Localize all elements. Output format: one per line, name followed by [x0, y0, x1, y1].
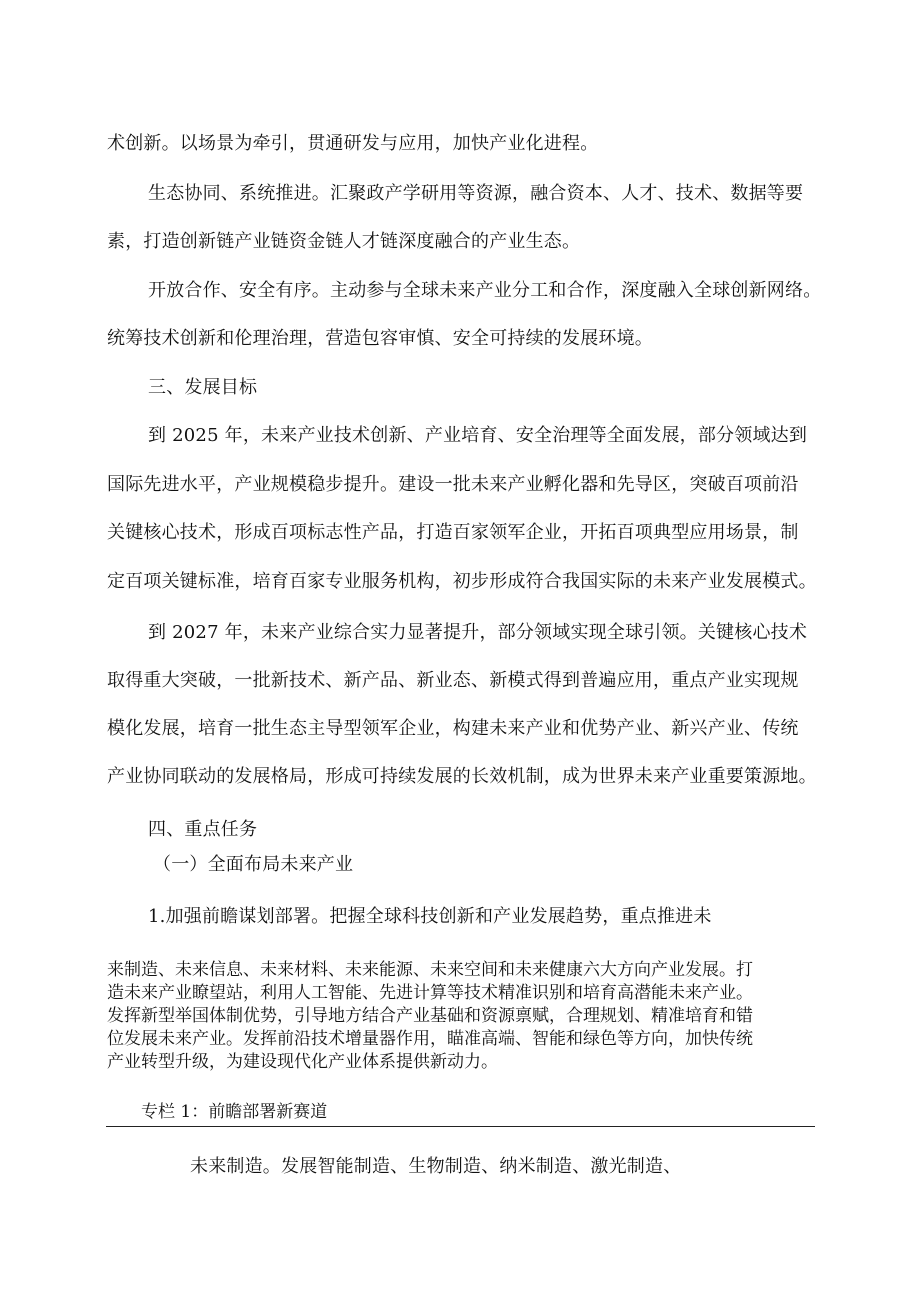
principle-ecology-line-2: 素，打造创新链产业链资金链人才链深度融合的产业生态。: [107, 231, 581, 252]
goal-2027-line-4: 产业协同联动的发展格局，形成可持续发展的长效机制，成为世界未来产业重要策源地。: [107, 766, 817, 787]
principle-ecology-line-1: 生态协同、系统推进。汇聚政产学研用等资源，融合资本、人才、技术、数据等要: [148, 183, 804, 204]
intro-line: 术创新。以场景为牵引，贯通研发与应用，加快产业化进程。: [107, 133, 599, 154]
task1-line-2: 来制造、未来信息、未来材料、未来能源、未来空间和未来健康六大方向产业发展。打: [107, 960, 753, 980]
task1-line-6: 产业转型升级，为建设现代化产业体系提供新动力。: [107, 1052, 498, 1072]
goal-2025-line-1: 到 2025 年，未来产业技术创新、产业培育、安全治理等全面发展，部分领域达到: [148, 425, 808, 446]
section3-heading: 三、发展目标: [148, 377, 258, 398]
task1-line-4: 发挥新型举国体制优势，引导地方结合产业基础和资源禀赋，合理规划、精准培育和错: [107, 1006, 753, 1026]
task1-line-5: 位发展未来产业。发挥前沿技术增量器作用，瞄准高端、智能和绿色等方向，加快传统: [107, 1029, 753, 1049]
goal-2027-line-1: 到 2027 年，未来产业综合实力显著提升，部分领域实现全球引领。关键核心技术: [148, 622, 808, 643]
goal-2025-line-2: 国际先进水平，产业规模稳步提升。建设一批未来产业孵化器和先导区，突破百项前沿: [107, 474, 799, 495]
principle-open-line-1: 开放合作、安全有序。主动参与全球未来产业分工和合作，深度融入全球创新网络。: [148, 280, 822, 301]
box1-title: 专栏 1：前瞻部署新赛道: [141, 1102, 328, 1122]
subsection1-heading: （一）全面布局未来产业: [153, 854, 354, 875]
box1-line-1: 未来制造。发展智能制造、生物制造、纳米制造、激光制造、: [190, 1156, 682, 1177]
goal-2025-line-4: 定百项关键标准，培育百家专业服务机构，初步形成符合我国实际的未来产业发展模式。: [107, 571, 817, 592]
goal-2027-line-3: 模化发展，培育一批生态主导型领军企业，构建未来产业和优势产业、新兴产业、传统: [107, 718, 799, 739]
task1-line-3: 造未来产业瞭望站，利用人工智能、先进计算等技术精准识别和培育高潜能未来产业。: [107, 983, 753, 1003]
goal-2025-line-3: 关键核心技术，形成百项标志性产品，打造百家领军企业，开拓百项典型应用场景，制: [107, 522, 799, 543]
goal-2027-line-2: 取得重大突破，一批新技术、新产品、新业态、新模式得到普遍应用，重点产业实现规: [107, 670, 799, 691]
box1-divider: [106, 1126, 815, 1127]
principle-open-line-2: 统筹技术创新和伦理治理，营造包容审慎、安全可持续的发展环境。: [107, 328, 653, 349]
task1-line-1: 1.加强前瞻谋划部署。把握全球科技创新和产业发展趋势，重点推进未: [148, 906, 712, 927]
section4-heading: 四、重点任务: [148, 819, 258, 840]
